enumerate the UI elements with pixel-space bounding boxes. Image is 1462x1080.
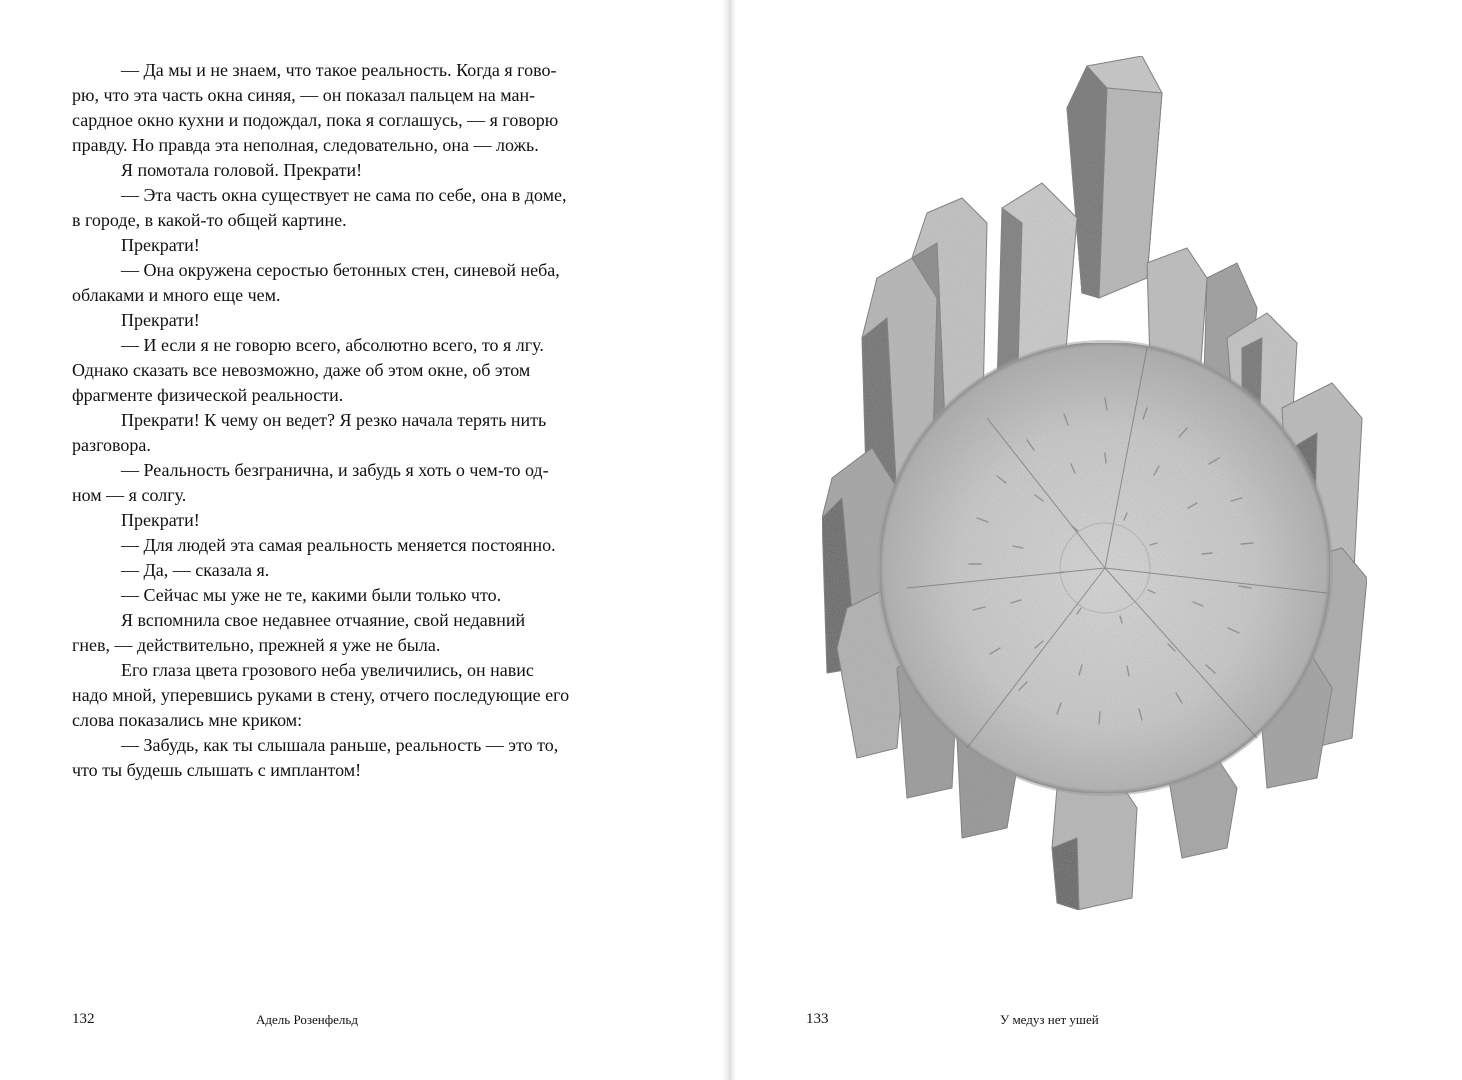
crystal-cluster-illustration: [787, 48, 1377, 914]
page-number-left: 132: [72, 1011, 95, 1027]
text-line: сардное окно кухни и подождал, пока я соглашусь, — я говорю: [72, 110, 559, 130]
text-line: Прекрати!: [121, 235, 200, 255]
text-line: Прекрати! К чему он ведет? Я резко начала терять нить: [121, 410, 547, 430]
text-line: рю, что эта часть окна синяя, — он показал пальцем на ман-: [72, 85, 536, 105]
text-line: Я помотала головой. Прекрати!: [121, 160, 363, 180]
text-line: облаками и много еще чем.: [72, 285, 281, 305]
text-line: — Забудь, как ты слышала раньше, реальность — это то,: [121, 735, 559, 755]
left-page: [0, 0, 727, 1080]
text-line: Однако сказать все невозможно, даже об этом окне, об этом: [72, 360, 531, 380]
text-line: фрагменте физической реальности.: [72, 385, 344, 405]
text-line: — Да мы и не знаем, что такое реальность. Когда я гово-: [121, 60, 557, 80]
text-line: в городе, в какой-то общей картине.: [72, 210, 347, 230]
text-line: слова показались мне криком:: [72, 710, 303, 730]
text-line: что ты будешь слышать с имплантом!: [72, 760, 362, 780]
text-line: — Да, — сказала я.: [121, 560, 270, 580]
text-line: — Сейчас мы уже не те, какими были только что.: [121, 585, 502, 605]
text-line: — И если я не говорю всего, абсолютно всего, то я лгу.: [121, 335, 544, 355]
text-line: разговора.: [72, 435, 151, 455]
text-line: Прекрати!: [121, 310, 200, 330]
text-line: — Эта часть окна существует не сама по себе, она в доме,: [121, 185, 567, 205]
text-line: надо мной, уперевшись руками в стену, отчего последующие его: [72, 685, 570, 705]
running-head-title: У медуз нет ушей: [1000, 1012, 1099, 1027]
text-line: Я вспомнила свое недавнее отчаяние, свой недавний: [121, 610, 526, 630]
text-line: правду. Но правда эта неполная, следовательно, она — ложь.: [72, 135, 539, 155]
text-line: Его глаза цвета грозового неба увеличились, он навис: [121, 660, 534, 680]
text-line: — Для людей эта самая реальность меняется постоянно.: [121, 535, 556, 555]
text-line: — Реальность безгранична, и забудь я хоть о чем-то од-: [121, 460, 549, 480]
text-line: Прекрати!: [121, 510, 200, 530]
text-line: гнев, — действительно, прежней я уже не была.: [72, 635, 441, 655]
body-text: [72, 58, 647, 783]
right-page: [735, 0, 1462, 1080]
running-head-author: Адель Розенфельд: [256, 1012, 358, 1027]
text-line: — Она окружена серостью бетонных стен, синевой неба,: [121, 260, 560, 280]
text-line: ном — я солгу.: [72, 485, 187, 505]
page-number-right: 133: [806, 1011, 829, 1027]
